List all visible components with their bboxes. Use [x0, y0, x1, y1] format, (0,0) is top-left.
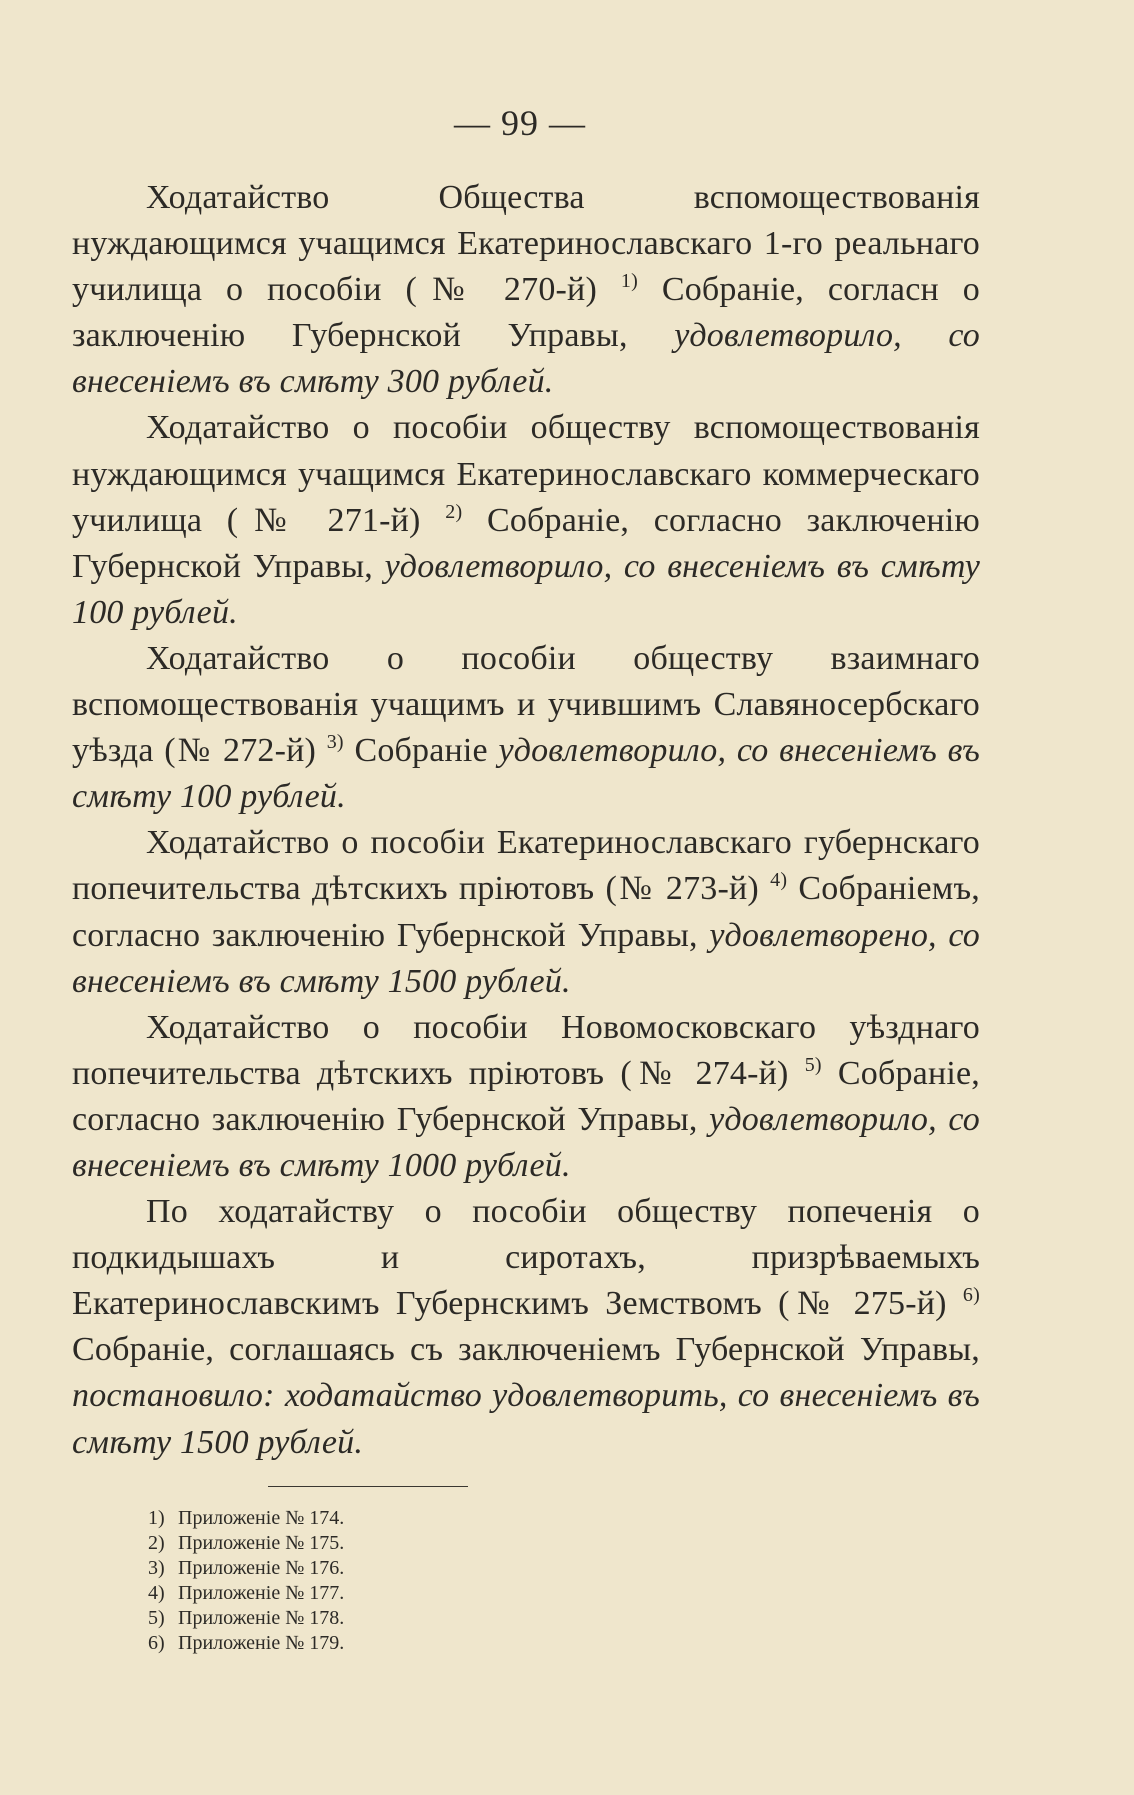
footnote-reference[interactable]: 4): [770, 869, 788, 892]
paragraph: [72, 405, 980, 635]
paragraph-text: Собраніемъ, согласно заключенію Губернской Управы,: [72, 870, 980, 954]
paragraph-text: Ходатайство о пособіи обществу взаимнаго вспомоществованія учащимъ и учившимъ Славяносербскаго уѣзда (№ 272-й): [72, 639, 980, 770]
footnote-reference[interactable]: 6): [962, 1284, 980, 1307]
paragraph: [72, 175, 980, 405]
paragraph: [72, 1189, 980, 1466]
footnote-mark: 6): [148, 1632, 165, 1654]
resolution-text: удовлетворило, со внесеніемъ въ смѣту 300 рублей.: [72, 317, 981, 401]
footnote-text: Приложеніе № 178.: [178, 1607, 345, 1629]
footnote-mark: 4): [148, 1582, 165, 1604]
footnote-divider: [268, 1486, 468, 1487]
footnote-text: Приложеніе № 174.: [178, 1507, 345, 1529]
footnote: [148, 1581, 548, 1606]
footnote-text: Приложеніе № 176.: [178, 1557, 345, 1579]
paragraph: [72, 636, 980, 820]
paragraph: [72, 820, 980, 1004]
paragraph-text: По ходатайству о пособіи обществу попеченія о подкидышахъ и сиротахъ, призрѣваемыхъ Екатеринославскимъ Губернскимъ Земствомъ (№ 275-й): [72, 1193, 980, 1323]
footnote-reference[interactable]: 2): [445, 500, 463, 523]
footnote-text: Приложеніе № 179.: [178, 1632, 345, 1654]
footnote-mark: 2): [148, 1532, 165, 1554]
footnote: [148, 1556, 548, 1581]
paragraph-text: Ходатайство о пособіи Екатеринославскаго губернскаго попечительства дѣтскихъ пріютовъ (№ 273-й): [72, 824, 980, 908]
footnote-text: Приложеніе № 175.: [178, 1532, 345, 1554]
resolution-text: удовлетворило, со внесеніемъ въ смѣту 1000 рублей.: [72, 1100, 980, 1184]
paragraph-text: Собраніе, соглашаясь съ заключеніемъ Губернской Управы,: [72, 1331, 980, 1369]
footnote-mark: 5): [148, 1607, 165, 1629]
paragraph-text: Ходатайство о пособіи Новомосковскаго уѣзднаго попечительства дѣтскихъ пріютовъ (№ 274-й): [72, 1008, 980, 1092]
footnote-reference[interactable]: 3): [326, 731, 344, 754]
footnote-reference[interactable]: 1): [620, 270, 638, 293]
resolution-text: удовлетворило, со внесеніемъ въ смѣту 100 рублей.: [72, 732, 981, 816]
paragraph-text: Собраніе, согласн о заключенію Губернской Управы,: [72, 271, 981, 355]
resolution-text: постановило: ходатайство удовлетворить, со внесеніемъ въ смѣту 1500 рублей.: [72, 1377, 980, 1461]
paragraph-text: Ходатайство о пособіи обществу вспомоществованія нуждающимся учащимся Екатеринославскаго коммерческаго училища (№ 271-й): [72, 409, 980, 539]
resolution-text: удовлетворило, со внесеніемъ въ смѣту 100 рублей.: [72, 547, 981, 631]
paragraph: [72, 1005, 980, 1189]
footnote: [148, 1506, 548, 1531]
paragraph-text: Собраніе, согласно заключенію Губернской Управы,: [72, 1054, 980, 1138]
footnote-mark: 3): [148, 1557, 165, 1579]
footnote-mark: 1): [148, 1507, 165, 1529]
footnote-list: [148, 1506, 548, 1656]
resolution-text: удовлетворено, со внесеніемъ въ смѣту 1500 рублей.: [72, 916, 981, 1000]
footnote: [148, 1606, 548, 1631]
paragraph-text: Ходатайство Общества вспомоществованія нуждающимся учащимся Екатеринославскаго 1-го реальнаго училища о пособіи (№ 270-й): [72, 179, 980, 309]
footnote-reference[interactable]: 5): [804, 1053, 822, 1076]
paragraph-text: Собраніе: [354, 732, 488, 770]
footnote-text: Приложеніе № 177.: [178, 1582, 345, 1604]
page-number: — 99 —: [454, 103, 586, 143]
footnote: [148, 1531, 548, 1556]
footnote: [148, 1631, 548, 1656]
paragraph-text: Собраніе, согласно заключенію Губернской Управы,: [72, 501, 981, 585]
page-body: [72, 175, 980, 1466]
